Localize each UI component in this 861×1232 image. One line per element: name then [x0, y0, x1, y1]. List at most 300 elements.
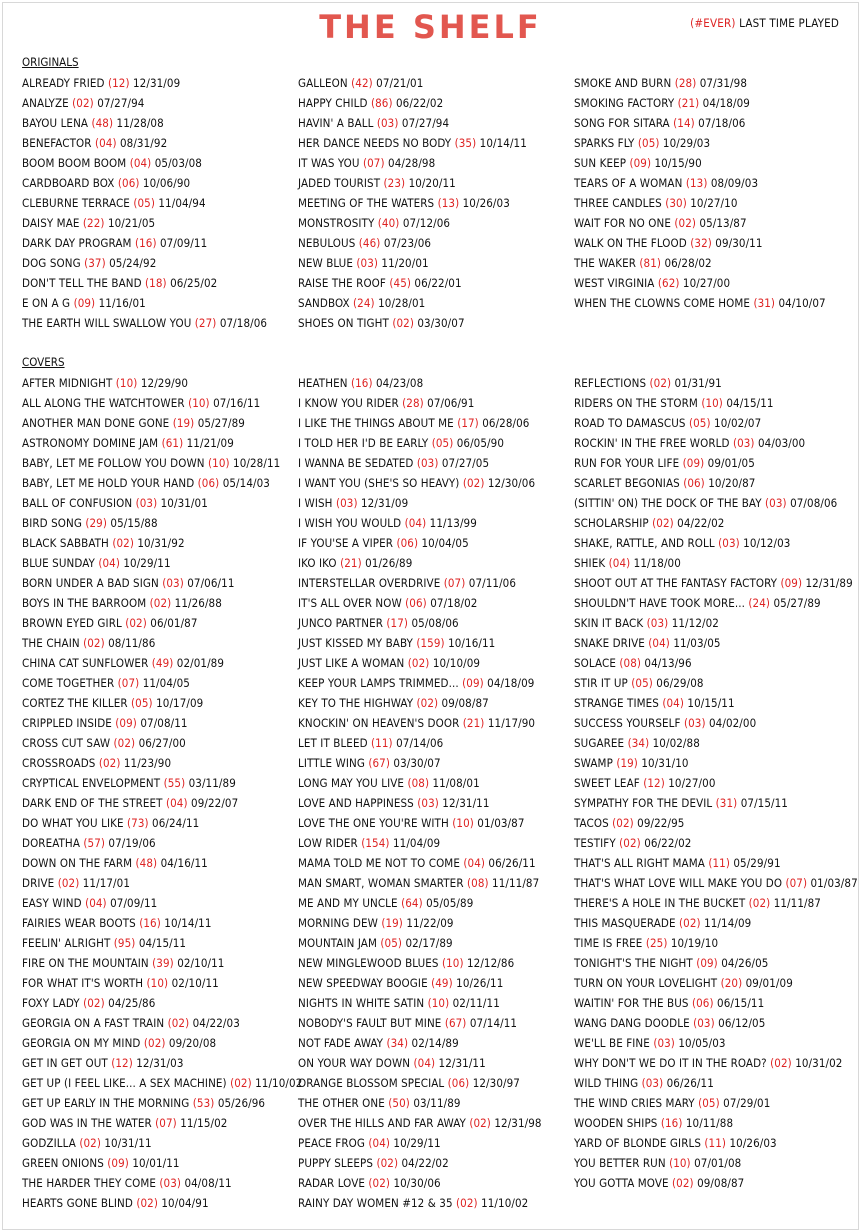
song-entry	[22, 773, 298, 793]
song-entry	[22, 433, 298, 453]
song-entry	[574, 193, 852, 213]
song-title: ROAD TO DAMASCUS	[574, 416, 686, 430]
last-played-date: 11/12/02	[671, 616, 719, 630]
song-entry	[574, 553, 852, 573]
play-count: (57)	[83, 836, 106, 850]
play-count: (05)	[431, 436, 454, 450]
song-entry	[298, 873, 574, 893]
play-count: (14)	[673, 116, 695, 130]
song-entry	[574, 253, 852, 273]
last-played-date: 04/22/02	[677, 516, 725, 530]
play-count: (07)	[362, 156, 385, 170]
last-played-date: 11/13/99	[429, 516, 477, 530]
song-entry	[22, 1073, 303, 1093]
play-count: (04)	[129, 156, 152, 170]
last-played-date: 06/01/87	[150, 616, 198, 630]
last-played-date: 05/15/88	[110, 516, 158, 530]
play-count: (27)	[194, 316, 217, 330]
last-played-date: 04/10/07	[778, 296, 826, 310]
last-played-date: 11/04/09	[392, 836, 441, 850]
song-entry	[298, 793, 574, 813]
song-title: I WANNA BE SEDATED	[298, 456, 414, 470]
play-count: (04)	[368, 1136, 391, 1150]
play-count: (03)	[653, 1036, 675, 1050]
last-played-date: 12/31/89	[805, 576, 853, 590]
play-count: (10)	[701, 396, 723, 410]
song-entry	[298, 673, 574, 693]
play-count: (17)	[386, 616, 409, 630]
song-entry	[574, 473, 852, 493]
song-entry	[574, 833, 852, 853]
play-count: (39)	[152, 956, 174, 970]
song-entry	[22, 613, 298, 633]
play-count: (02)	[149, 596, 172, 610]
last-played-date: 10/14/11	[479, 136, 527, 150]
song-entry	[22, 853, 298, 873]
song-entry	[22, 493, 298, 513]
page-title: THE SHELF	[319, 8, 542, 46]
song-title: IKO IKO	[298, 556, 337, 570]
legend-last-played: LAST TIME PLAYED	[739, 16, 839, 30]
play-count: (06)	[683, 476, 705, 490]
song-entry	[298, 1133, 574, 1153]
song-title: GEORGIA ON MY MIND	[22, 1036, 141, 1050]
last-played-date: 05/26/96	[217, 1096, 266, 1110]
play-count: (02)	[136, 1196, 158, 1210]
play-count: (02)	[469, 1116, 491, 1130]
last-played-date: 04/15/11	[726, 396, 774, 410]
last-played-date: 07/15/11	[740, 796, 788, 810]
play-count: (42)	[351, 76, 373, 90]
last-played-date: 09/20/08	[168, 1036, 217, 1050]
song-title: ANOTHER MAN DONE GONE	[22, 416, 170, 430]
last-played-date: 06/26/11	[666, 1076, 714, 1090]
song-entry	[22, 293, 298, 313]
play-count: (24)	[353, 296, 375, 310]
play-count: (02)	[113, 736, 136, 750]
play-count: (10)	[146, 976, 169, 990]
last-played-date: 07/14/06	[396, 736, 444, 750]
song-title: (SITTIN' ON) THE DOCK OF THE BAY	[574, 496, 762, 510]
play-count: (05)	[133, 196, 155, 210]
song-title: SCARLET BEGONIAS	[574, 476, 680, 490]
last-played-date: 11/28/08	[116, 116, 164, 130]
play-count: (19)	[616, 756, 638, 770]
play-count: (28)	[402, 396, 424, 410]
song-title: MAN SMART, WOMAN SMARTER	[298, 876, 464, 890]
song-title: STRANGE TIMES	[574, 696, 659, 710]
last-played-date: 01/03/87	[810, 876, 858, 890]
last-played-date: 10/12/03	[743, 536, 791, 550]
last-played-date: 10/19/10	[670, 936, 719, 950]
play-count: (12)	[107, 76, 130, 90]
song-entry	[298, 453, 574, 473]
last-played-date: 05/29/91	[733, 856, 781, 870]
last-played-date: 11/21/09	[186, 436, 234, 450]
song-title: DOREATHA	[22, 836, 80, 850]
song-title: RAISE THE ROOF	[298, 276, 386, 290]
last-played-date: 05/08/06	[411, 616, 459, 630]
song-entry	[574, 913, 852, 933]
play-count: (30)	[665, 196, 687, 210]
song-entry	[298, 233, 574, 253]
play-count: (48)	[91, 116, 114, 130]
play-count: (02)	[79, 1136, 101, 1150]
song-title: BORN UNDER A BAD SIGN	[22, 576, 159, 590]
song-entry	[22, 133, 298, 153]
last-played-date: 11/20/01	[381, 256, 429, 270]
song-entry	[22, 373, 298, 393]
song-entry	[298, 493, 574, 513]
song-entry	[298, 513, 574, 533]
song-entry	[574, 393, 852, 413]
play-count: (05)	[688, 416, 711, 430]
covers-list	[22, 373, 858, 1213]
song-title: SYMPATHY FOR THE DEVIL	[574, 796, 713, 810]
song-title: TACOS	[574, 816, 609, 830]
last-played-date: 06/28/02	[664, 256, 712, 270]
last-played-date: 10/16/11	[448, 636, 496, 650]
song-entry	[298, 1053, 574, 1073]
song-title: HAVIN' A BALL	[298, 116, 374, 130]
song-entry	[22, 633, 298, 653]
play-count: (62)	[657, 276, 680, 290]
play-count: (11)	[708, 856, 730, 870]
play-count: (02)	[368, 1176, 391, 1190]
last-played-date: 06/12/05	[718, 1016, 766, 1030]
song-entry	[298, 733, 574, 753]
play-count: (61)	[161, 436, 184, 450]
song-entry	[574, 1073, 852, 1093]
song-title: ASTRONOMY DOMINE JAM	[22, 436, 159, 450]
song-title: MONSTROSITY	[298, 216, 375, 230]
song-entry	[298, 813, 574, 833]
song-entry	[22, 553, 298, 573]
song-entry	[22, 713, 298, 733]
play-count: (04)	[648, 636, 670, 650]
last-played-date: 05/03/08	[154, 156, 202, 170]
last-played-date: 04/22/02	[401, 1156, 449, 1170]
song-title: ANALYZE	[22, 96, 69, 110]
last-played-date: 06/05/90	[456, 436, 504, 450]
last-played-date: 04/15/11	[138, 936, 187, 950]
last-played-date: 09/30/11	[715, 236, 763, 250]
last-played-date: 07/19/06	[108, 836, 156, 850]
song-title: THIS MASQUERADE	[574, 916, 676, 930]
song-title: DO WHAT YOU LIKE	[22, 816, 124, 830]
song-entry	[298, 593, 574, 613]
play-count: (07)	[785, 876, 808, 890]
song-entry	[298, 853, 574, 873]
song-entry	[574, 213, 852, 233]
song-title: PEACE FROG	[298, 1136, 365, 1150]
play-count: (20)	[720, 976, 743, 990]
last-played-date: 07/29/01	[723, 1096, 771, 1110]
play-count: (73)	[127, 816, 149, 830]
song-title: SHOOT OUT AT THE FANTASY FACTORY	[574, 576, 778, 590]
play-count: (07)	[443, 576, 466, 590]
play-count: (13)	[437, 196, 460, 210]
play-count: (18)	[145, 276, 167, 290]
play-count: (04)	[662, 696, 684, 710]
song-entry	[22, 213, 298, 233]
song-entry	[298, 713, 574, 733]
last-played-date: 11/10/02	[255, 1076, 303, 1090]
last-played-date: 02/01/89	[176, 656, 225, 670]
song-entry	[298, 1173, 574, 1193]
play-count: (08)	[467, 876, 489, 890]
play-count: (12)	[643, 776, 665, 790]
song-title: LET IT BLEED	[298, 736, 368, 750]
last-played-date: 10/28/01	[378, 296, 426, 310]
song-title: WOODEN SHIPS	[574, 1116, 658, 1130]
song-entry	[22, 753, 298, 773]
song-entry	[574, 1033, 852, 1053]
song-title: ALL ALONG THE WATCHTOWER	[22, 396, 185, 410]
song-title: ALREADY FRIED	[22, 76, 105, 90]
play-count: (16)	[134, 236, 157, 250]
play-count: (04)	[94, 136, 117, 150]
play-count: (08)	[407, 776, 430, 790]
last-played-date: 03/30/07	[417, 316, 465, 330]
song-title: SWEET LEAF	[574, 776, 640, 790]
last-played-date: 10/30/06	[393, 1176, 441, 1190]
song-entry	[298, 1153, 574, 1173]
last-played-date: 04/02/00	[709, 716, 757, 730]
last-played-date: 07/31/98	[699, 76, 747, 90]
last-played-date: 04/22/03	[192, 1016, 240, 1030]
play-count: (03)	[641, 1076, 664, 1090]
song-title: CLEBURNE TERRACE	[22, 196, 130, 210]
song-title: HER DANCE NEEDS NO BODY	[298, 136, 452, 150]
song-title: TESTIFY	[574, 836, 616, 850]
song-entry	[22, 1113, 298, 1133]
song-title: I KNOW YOU RIDER	[298, 396, 399, 410]
song-title: SANDBOX	[298, 296, 350, 310]
last-played-date: 12/31/09	[133, 76, 181, 90]
play-count: (09)	[696, 956, 718, 970]
last-played-date: 03/11/89	[413, 1096, 461, 1110]
song-entry	[574, 1153, 852, 1173]
play-count: (06)	[197, 476, 220, 490]
song-title: LOVE AND HAPPINESS	[298, 796, 414, 810]
song-entry	[22, 933, 298, 953]
song-entry	[298, 893, 574, 913]
song-title: NEW SPEEDWAY BOOGIE	[298, 976, 428, 990]
play-count: (02)	[612, 816, 634, 830]
song-entry	[574, 693, 852, 713]
song-title: GET UP (I FEEL LIKE... A SEX MACHINE)	[22, 1076, 227, 1090]
play-count: (03)	[159, 1176, 182, 1190]
last-played-date: 06/28/06	[482, 416, 530, 430]
song-title: COME TOGETHER	[22, 676, 115, 690]
play-count: (34)	[386, 1036, 409, 1050]
song-entry	[298, 573, 574, 593]
last-played-date: 10/31/92	[137, 536, 185, 550]
song-entry	[22, 113, 298, 133]
play-count: (02)	[125, 616, 147, 630]
song-entry	[574, 593, 852, 613]
song-entry	[22, 593, 298, 613]
song-title: WANG DANG DOODLE	[574, 1016, 690, 1030]
song-title: DON'T TELL THE BAND	[22, 276, 142, 290]
song-entry	[574, 973, 852, 993]
song-title: CROSSROADS	[22, 756, 96, 770]
song-entry	[298, 213, 574, 233]
song-title: YOU BETTER RUN	[574, 1156, 666, 1170]
play-count: (02)	[649, 376, 672, 390]
last-played-date: 10/31/10	[641, 756, 689, 770]
song-title: GODZILLA	[22, 1136, 76, 1150]
song-title: MEETING OF THE WATERS	[298, 196, 435, 210]
play-count: (09)	[629, 156, 652, 170]
song-title: BABY, LET ME HOLD YOUR HAND	[22, 476, 195, 490]
last-played-date: 10/05/03	[678, 1036, 726, 1050]
last-played-date: 07/08/06	[790, 496, 838, 510]
legend-ever: (#EVER)	[690, 16, 736, 30]
last-played-date: 10/06/90	[142, 176, 191, 190]
originals-list	[22, 73, 852, 333]
song-entry	[574, 73, 852, 93]
song-title: WAITIN' FOR THE BUS	[574, 996, 689, 1010]
last-played-date: 11/17/90	[487, 716, 536, 730]
play-count: (02)	[112, 536, 134, 550]
song-title: ORANGE BLOSSOM SPECIAL	[298, 1076, 445, 1090]
play-count: (05)	[631, 676, 653, 690]
song-title: ME AND MY UNCLE	[298, 896, 398, 910]
song-title: DOG SONG	[22, 256, 81, 270]
song-title: NOBODY'S FAULT BUT MINE	[298, 1016, 442, 1030]
song-entry	[574, 433, 852, 453]
play-count: (09)	[682, 456, 705, 470]
legend	[690, 16, 839, 30]
song-entry	[22, 673, 298, 693]
song-entry	[22, 413, 298, 433]
last-played-date: 10/20/11	[408, 176, 456, 190]
last-played-date: 06/15/11	[717, 996, 765, 1010]
song-entry	[298, 293, 574, 313]
song-entry	[22, 1013, 298, 1033]
song-entry	[22, 733, 298, 753]
play-count: (159)	[416, 636, 445, 650]
song-title: FAIRIES WEAR BOOTS	[22, 916, 136, 930]
play-count: (53)	[192, 1096, 215, 1110]
song-title: RUN FOR YOUR LIFE	[574, 456, 680, 470]
play-count: (28)	[674, 76, 697, 90]
last-played-date: 07/09/11	[110, 896, 158, 910]
song-entry	[298, 1193, 574, 1213]
play-count: (10)	[115, 376, 138, 390]
song-entry	[298, 1113, 574, 1133]
song-entry	[574, 933, 852, 953]
play-count: (05)	[637, 136, 660, 150]
song-entry	[22, 1153, 298, 1173]
play-count: (02)	[407, 656, 430, 670]
song-title: I WISH	[298, 496, 333, 510]
song-entry	[574, 633, 852, 653]
song-entry	[574, 293, 852, 313]
play-count: (02)	[143, 1036, 166, 1050]
song-title: MORNING DEW	[298, 916, 378, 930]
song-entry	[298, 173, 574, 193]
last-played-date: 05/13/87	[699, 216, 747, 230]
song-entry	[574, 93, 852, 113]
last-played-date: 06/26/11	[488, 856, 536, 870]
last-played-date: 08/11/86	[108, 636, 156, 650]
song-title: THE CHAIN	[22, 636, 80, 650]
song-title: BOYS IN THE BARROOM	[22, 596, 147, 610]
song-entry	[298, 693, 574, 713]
song-entry	[574, 713, 852, 733]
song-title: THE OTHER ONE	[298, 1096, 385, 1110]
last-played-date: 06/22/02	[396, 96, 444, 110]
last-played-date: 09/22/07	[191, 796, 239, 810]
last-played-date: 12/31/11	[438, 1056, 486, 1070]
last-played-date: 10/28/11	[233, 456, 281, 470]
last-played-date: 07/14/11	[469, 1016, 518, 1030]
last-played-date: 02/14/89	[411, 1036, 459, 1050]
song-entry	[298, 753, 574, 773]
play-count: (02)	[672, 1176, 694, 1190]
play-count: (10)	[208, 456, 230, 470]
song-title: NEW BLUE	[298, 256, 353, 270]
song-entry	[574, 233, 852, 253]
last-played-date: 11/04/05	[142, 676, 190, 690]
song-title: IF YOU'SE A VIPER	[298, 536, 394, 550]
last-played-date: 10/29/03	[662, 136, 711, 150]
play-count: (07)	[155, 1116, 177, 1130]
song-entry	[574, 733, 852, 753]
last-played-date: 12/12/86	[466, 956, 515, 970]
song-entry	[574, 773, 852, 793]
song-entry	[22, 1133, 298, 1153]
song-entry	[22, 813, 298, 833]
last-played-date: 07/12/06	[402, 216, 451, 230]
play-count: (02)	[392, 316, 414, 330]
play-count: (06)	[117, 176, 140, 190]
song-title: SUN KEEP	[574, 156, 627, 170]
play-count: (19)	[172, 416, 195, 430]
last-played-date: 07/27/05	[441, 456, 490, 470]
last-played-date: 10/17/09	[156, 696, 204, 710]
song-title: SUCCESS YOURSELF	[574, 716, 681, 730]
last-played-date: 03/30/07	[393, 756, 441, 770]
play-count: (86)	[370, 96, 393, 110]
song-entry	[574, 813, 852, 833]
song-title: SHAKE, RATTLE, AND ROLL	[574, 536, 715, 550]
play-count: (06)	[447, 1076, 470, 1090]
play-count: (04)	[413, 1056, 436, 1070]
song-title: RIDERS ON THE STORM	[574, 396, 698, 410]
song-entry	[22, 833, 298, 853]
last-played-date: 10/04/91	[161, 1196, 209, 1210]
last-played-date: 07/27/94	[401, 116, 450, 130]
song-title: HEARTS GONE BLIND	[22, 1196, 133, 1210]
song-entry	[574, 1173, 852, 1193]
song-entry	[22, 253, 298, 273]
song-title: CHINA CAT SUNFLOWER	[22, 656, 149, 670]
song-title: BALL OF CONFUSION	[22, 496, 133, 510]
play-count: (03)	[416, 456, 439, 470]
last-played-date: 10/26/11	[456, 976, 504, 990]
song-entry	[574, 753, 852, 773]
play-count: (03)	[335, 496, 358, 510]
last-played-date: 07/11/06	[468, 576, 517, 590]
play-count: (25)	[645, 936, 668, 950]
last-played-date: 12/31/98	[494, 1116, 542, 1130]
play-count: (10)	[669, 1156, 691, 1170]
song-title: SPARKS FLY	[574, 136, 635, 150]
